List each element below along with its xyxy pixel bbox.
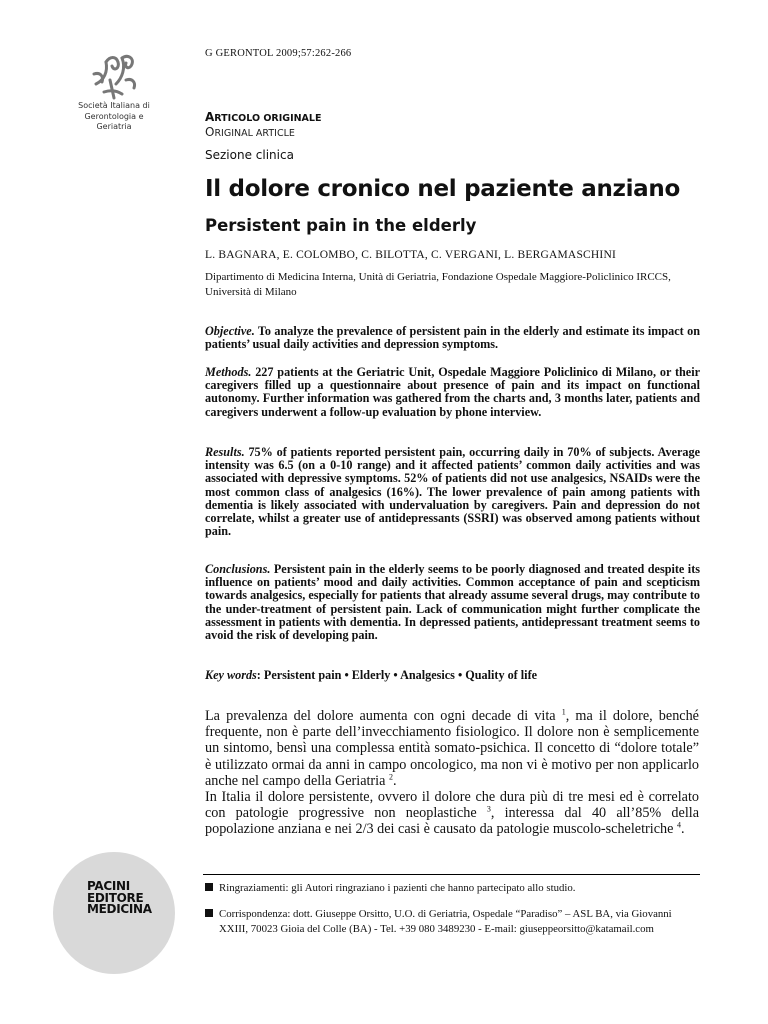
article-type-english-rest: RIGINAL ARTICLE (214, 128, 295, 139)
journal-reference: G GERONTOL 2009;57:262-266 (205, 48, 352, 59)
publisher-line: MEDICINA (87, 902, 152, 916)
square-bullet-icon (205, 909, 213, 917)
keywords-label: Key words (205, 668, 257, 682)
title-italian: Il dolore cronico nel paziente anziano (205, 176, 680, 202)
footnote-acknowledgements-text: Ringraziamenti: gli Autori ringraziano i pazienti che hanno partecipato allo studio. (219, 882, 576, 894)
keywords-text: : Persistent pain • Elderly • Analgesics • Quality of life (256, 668, 538, 682)
publisher-line: PACINI (87, 879, 130, 893)
abstract-results-text: 75% of patients reported persistent pain, occurring daily in 70% of subjects. Average intensity was 6.5 (on a 0-10 range) and it affected patients’ common daily activities and was associated with depressive symptoms. 52% of patients did not use analgesics, NSAIDs were the most common class of analgesics (16%). The lower prevalence of pain among patients with dementia is likely associated with undervaluation by caregivers. Pain and depression do not correlate, whilst a greater use of antidepressants (SSRI) was observed among patients without pain. (205, 445, 700, 539)
footnote-correspondence (205, 907, 700, 936)
reference-marker: 2 (388, 772, 393, 782)
square-bullet-icon (205, 883, 213, 891)
body-paragraph (205, 789, 699, 838)
abstract-objective-label: Objective. (205, 324, 255, 338)
title-english: Persistent pain in the elderly (205, 216, 477, 235)
article-type-italian-initial: A (205, 110, 215, 124)
abstract-conclusions-text: Persistent pain in the elderly seems to be poorly diagnosed and treated despite its influence on patients’ mood and daily activities. Common acceptance of pain and scepticism towards analgesics, especially for patients that already assume several drugs, may contribute to the under-treatment of persistent pain. Lack of communication might further complicate the assessment in patients with dementia. In depressed patients, antidepressant treatment seems to avoid the risk of developing pain. (205, 562, 700, 643)
reference-marker: 4 (676, 820, 681, 830)
abstract-conclusions (205, 563, 700, 642)
article-type-english-initial: O (205, 125, 215, 139)
reference-marker: 1 (561, 707, 566, 717)
article-type-english (205, 125, 295, 139)
body-text-run: In Italia il dolore persistente, ovvero il dolore che dura più di tre mesi ed è correlato con patologie progressive non neoplastiche (205, 789, 699, 822)
body-text-run: , interessa dal 40 all’85% della popolazione anziana e nei 2/3 dei casi è causato da patologie muscolo-scheletriche (205, 805, 699, 838)
body-text-run: , ma il dolore, benché frequente, non è parte dell’invecchiamento fisiologico. Il dolore non è semplicemente un sintomo, bensì una complessa entità somato-psichica. Il concetto di “dolore totale” è utilizzato ormai da anni in campo oncologico, ma non vi è motivo per non applicarlo anche nel campo della Geriatria (205, 708, 699, 789)
abstract-methods-label: Methods. (205, 365, 252, 379)
section-label: Sezione clinica (205, 148, 294, 162)
abstract-methods-text: 227 patients at the Geriatric Unit, Ospedale Maggiore Policlinico di Milano, or their caregivers filled up a questionnaire about presence of pain and its impact on functional autonomy. Further information was gathered from the charts and, 3 months later, patients and caregivers underwent a follow-up evaluation by phone interview. (205, 365, 700, 419)
authors: L. BAGNARA, E. COLOMBO, C. BILOTTA, C. VERGANI, L. BERGAMASCHINI (205, 249, 616, 261)
keywords (205, 668, 537, 683)
abstract-results (205, 446, 700, 538)
abstract-objective-text: To analyze the prevalence of persistent pain in the elderly and estimate its impact on patients’ usual daily activities and depression symptoms. (205, 324, 700, 352)
abstract-methods (205, 366, 700, 419)
society-name: Società Italiana di Gerontologia e Geriatria (78, 101, 150, 131)
footnote-acknowledgements (205, 881, 700, 896)
affiliation: Dipartimento di Medicina Interna, Unità di Geriatria, Fondazione Ospedale Maggiore-Policlinico IRCCS, Università di Milano (205, 271, 671, 298)
body-text (205, 708, 699, 838)
abstract-results-label: Results. (205, 445, 245, 459)
body-text-run: . (680, 821, 685, 838)
reference-marker: 3 (486, 804, 491, 814)
footnote-correspondence-text: Corrispondenza: dott. Giuseppe Orsitto, U.O. di Geriatria, Ospedale “Paradiso” – ASL BA, via Giovanni XXIII, 70023 Gioia del Colle (BA) - Tel. +39 080 3489230 - E-mail: giuseppeorsitto@katamail.com (219, 908, 672, 935)
body-text-run: . (392, 772, 397, 789)
body-paragraph (205, 708, 699, 789)
abstract-objective (205, 325, 700, 351)
abstract-conclusions-label: Conclusions. (205, 562, 271, 576)
publisher-name (87, 881, 152, 916)
body-text-run: La prevalenza del dolore aumenta con ogni decade di vita (205, 708, 562, 724)
footnote-divider (203, 874, 700, 875)
society-logo-icon (86, 50, 142, 102)
article-type-italian (205, 110, 321, 124)
publisher-line: EDITORE (87, 890, 144, 905)
article-type-italian-rest: RTICOLO ORIGINALE (214, 113, 322, 124)
